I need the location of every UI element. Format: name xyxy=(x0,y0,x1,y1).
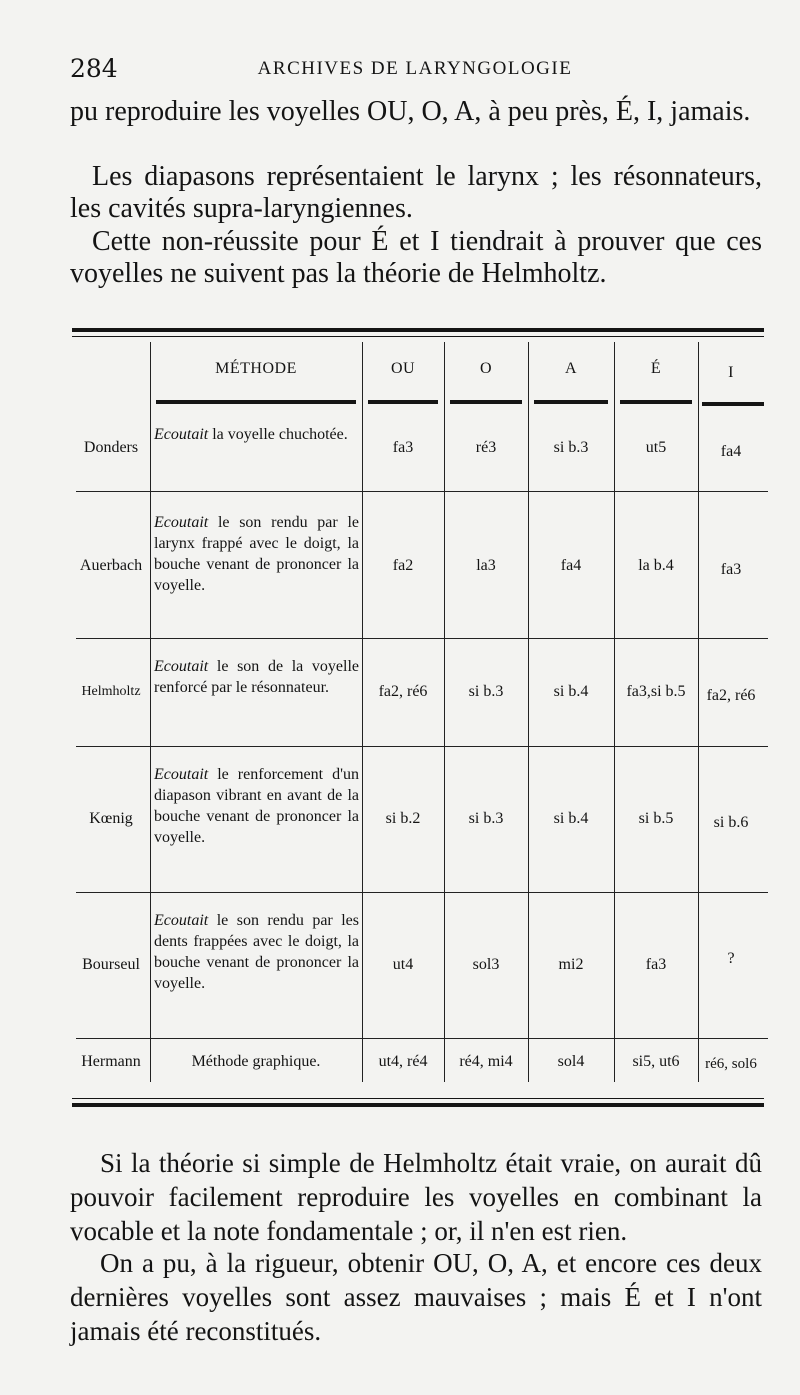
row-name-bourseul: Bourseul xyxy=(82,956,140,973)
header-ou: OU xyxy=(390,360,416,377)
cell-o: sol3 xyxy=(472,956,500,973)
paragraph-outro-1: Si la théorie si simple de Helmholtz était vraie, on aurait dû pouvoir facilement reproduire les voyelles en combinant la vocable et la note fondamentale ; or, il n'en est rien. xyxy=(70,1148,762,1246)
cell-a: si b.3 xyxy=(553,439,589,456)
cell-ou: fa2 xyxy=(392,557,414,574)
row-divider xyxy=(76,491,768,492)
paragraph-intro-2: Les diapasons représentaient le larynx ; les résonnateurs, les cavités supra-laryngiennes. xyxy=(70,161,762,224)
cell-a: mi2 xyxy=(558,956,584,973)
method-lead: Ecoutait xyxy=(154,912,209,929)
cell-o: si b.3 xyxy=(468,683,504,700)
method-rest: le son rendu par le larynx frappé avec le doigt, la bouche venant de prononcer la voyelle. xyxy=(154,514,359,594)
cell-ou: fa3 xyxy=(392,439,414,456)
cell-e: fa3 xyxy=(645,956,667,973)
page-number: 284 xyxy=(70,54,118,83)
cell-e: la b.4 xyxy=(638,557,674,574)
row-name-hermann: Hermann xyxy=(81,1053,141,1070)
vowel-methods-table xyxy=(72,328,764,1118)
row-method-helmholtz xyxy=(150,656,362,698)
row-method-koenig xyxy=(150,764,362,848)
row-divider xyxy=(76,892,768,893)
cell-a: sol4 xyxy=(557,1053,585,1070)
method-lead: Ecoutait xyxy=(154,514,209,531)
cell-i: fa2, ré6 xyxy=(706,687,756,704)
cell-o: la3 xyxy=(476,557,496,574)
header-bar xyxy=(156,400,356,404)
paragraph-intro-3: Cette non-réussite pour É et I tiendrait à prouver que ces voyelles ne suivent pas la théorie de Helmholtz. xyxy=(70,226,762,289)
row-method-hermann: Méthode graphique. xyxy=(191,1053,321,1070)
cell-i: ré6, sol6 xyxy=(705,1055,757,1072)
table-top-rule xyxy=(72,328,764,332)
cell-i: fa4 xyxy=(720,443,742,460)
header-bar xyxy=(368,400,438,404)
cell-o: ré4, mi4 xyxy=(459,1053,513,1070)
method-rest: le renforcement d'un diapason vibrant en avant de la bouche venant de prononcer la voyelle. xyxy=(154,766,359,846)
row-name-helmholtz: Helmholtz xyxy=(81,684,141,699)
paragraph-intro-1: pu reproduire les voyelles OU, O, A, à peu près, É, I, jamais. xyxy=(70,96,751,127)
cell-e: si5, ut6 xyxy=(632,1053,680,1070)
table-bottom-rule-thin xyxy=(72,1098,764,1099)
cell-e: ut5 xyxy=(645,439,667,456)
cell-ou: fa2, ré6 xyxy=(378,683,428,700)
cell-a: fa4 xyxy=(560,557,582,574)
row-name-auerbach: Auerbach xyxy=(79,557,143,574)
row-divider xyxy=(76,1038,768,1039)
cell-e: si b.5 xyxy=(638,810,674,827)
header-method: MÉTHODE xyxy=(215,360,297,377)
header-bar xyxy=(450,400,522,404)
cell-e: fa3,si b.5 xyxy=(626,683,686,700)
header-bar xyxy=(702,402,764,406)
header-i: I xyxy=(728,364,734,381)
row-method-bourseul xyxy=(150,910,362,994)
method-rest: le son de la voyelle renforcé par le résonnateur. xyxy=(154,658,359,696)
row-method-donders xyxy=(150,424,362,445)
row-name-donders: Donders xyxy=(83,439,139,456)
cell-a: si b.4 xyxy=(553,810,589,827)
cell-ou: ut4, ré4 xyxy=(378,1053,428,1070)
journal-title: ARCHIVES DE LARYNGOLOGIE xyxy=(257,58,573,79)
method-lead: Ecoutait xyxy=(154,766,209,783)
row-method-auerbach xyxy=(150,512,362,596)
cell-i: fa3 xyxy=(720,561,742,578)
table-bottom-rule xyxy=(72,1103,764,1107)
row-divider xyxy=(76,746,768,747)
cell-a: si b.4 xyxy=(553,683,589,700)
header-o: O xyxy=(479,360,493,377)
cell-o: si b.3 xyxy=(468,810,504,827)
header-bar xyxy=(534,400,608,404)
method-lead: Ecoutait xyxy=(154,658,209,675)
header-a: A xyxy=(564,360,578,377)
running-head xyxy=(70,54,760,88)
row-divider xyxy=(76,638,768,639)
header-e: É xyxy=(650,360,662,377)
row-name-koenig: Kœnig xyxy=(89,810,133,827)
paragraph-outro-2: On a pu, à la rigueur, obtenir OU, O, A, et encore ces deux dernières voyelles sont assez mauvaises ; mais É et I n'ont jamais été reconstitués. xyxy=(70,1248,762,1346)
cell-ou: ut4 xyxy=(392,956,414,973)
method-lead: Ecoutait xyxy=(154,426,209,443)
method-rest: le son rendu par les dents frappées avec le doigt, la bouche venant de prononcer la voyelle. xyxy=(154,912,359,992)
cell-ou: si b.2 xyxy=(385,810,421,827)
cell-o: ré3 xyxy=(475,439,497,456)
method-rest: la voyelle chuchotée. xyxy=(208,426,348,443)
cell-i: si b.6 xyxy=(713,814,749,831)
cell-i: ? xyxy=(727,950,735,967)
table-top-rule-thin xyxy=(72,336,764,337)
header-bar xyxy=(620,400,692,404)
